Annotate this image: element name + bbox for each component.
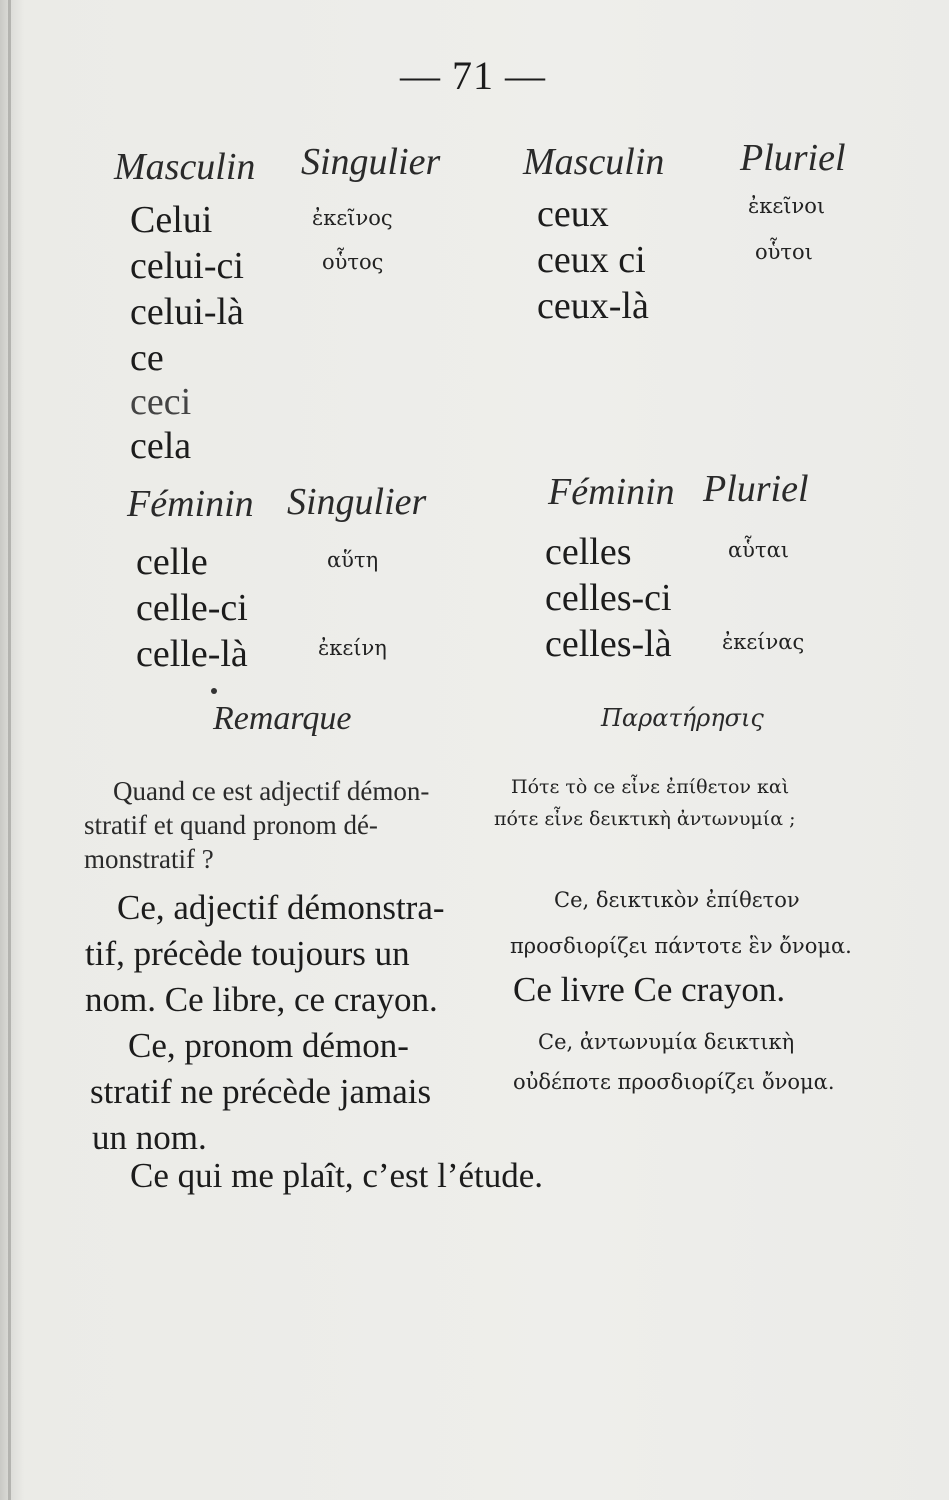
remark-body-fr: nom. Ce libre, ce crayon.	[85, 980, 438, 1019]
remark-body-gr: προσδιορίζει πάντοτε ἓν ὄνομα.	[510, 934, 852, 958]
fem-singular-greek: αὕτη	[327, 548, 379, 572]
fem-plural-word: celles-là	[545, 623, 672, 665]
remark-body-fr: Ce, pronom démon-	[128, 1026, 409, 1065]
fem-singular-word: celle-là	[136, 633, 248, 675]
remark-body-gr: Ce, δεικτικὸν ἐπίθετον	[554, 888, 800, 912]
masc-plural-header-right: Pluriel	[740, 137, 846, 179]
masc-singular-word: Celui	[130, 199, 213, 241]
fem-singular-header-left: Féminin	[127, 483, 254, 525]
remark-title-fr: Remarque	[213, 700, 352, 737]
masc-singular-greek: ἐκεῖνος	[312, 206, 393, 230]
fem-plural-word: celles	[545, 531, 632, 573]
remark-body-fr: Ce, adjectif démonstra-	[117, 888, 445, 927]
fem-singular-word: celle	[136, 541, 208, 583]
fem-plural-header-right: Pluriel	[703, 468, 809, 510]
fem-plural-header-left: Féminin	[548, 471, 675, 513]
closing-sentence: Ce qui me plaît, c’est l’étude.	[130, 1156, 544, 1195]
masc-singular-header-right: Singulier	[301, 141, 441, 183]
remark-question-gr: Πότε τὸ ce εἶνε ἐπίθετον καὶ	[511, 776, 790, 798]
fem-singular-header-right: Singulier	[287, 481, 427, 523]
remark-question-fr: stratif et quand pronom dé-	[84, 810, 378, 840]
fem-plural-greek: ἐκείνας	[722, 630, 805, 654]
book-spine-shadow	[8, 0, 11, 1500]
remark-body-fr: tif, précède toujours un	[85, 934, 410, 973]
remark-body-fr: un nom.	[92, 1118, 207, 1157]
remark-body-gr: οὐδέποτε προσδιορίζει ὄνομα.	[513, 1070, 835, 1094]
masc-plural-word: ceux-là	[537, 285, 649, 327]
remark-question-fr: monstratif ?	[84, 844, 214, 874]
fem-singular-word: celle-ci	[136, 587, 248, 629]
masc-singular-word: celui-ci	[130, 245, 244, 287]
fem-singular-greek: ἐκείνη	[318, 636, 387, 660]
remark-body-gr: Ce livre Ce crayon.	[513, 970, 786, 1009]
page-number: — 71 —	[400, 53, 546, 98]
remark-question-gr: πότε εἶνε δεικτικὴ ἀντωνυμία ;	[494, 808, 796, 830]
remark-question-fr: Quand ce est adjectif démon-	[113, 776, 430, 806]
masc-singular-word: cela	[130, 425, 192, 467]
masc-plural-word: ceux ci	[537, 239, 646, 281]
masc-plural-greek: ἐκεῖνοι	[748, 194, 826, 218]
ink-dot	[211, 688, 217, 694]
masc-plural-word: ceux	[537, 193, 609, 235]
remark-body-gr: Ce, ἀντωνυμία δεικτικὴ	[538, 1030, 795, 1054]
remark-body-fr: stratif ne précède jamais	[90, 1072, 432, 1111]
remark-title-gr: Παρατήρησις	[601, 704, 764, 732]
fem-plural-greek: αὗται	[728, 538, 789, 562]
masc-singular-word: celui-là	[130, 291, 244, 333]
masc-singular-header-left: Masculin	[114, 146, 256, 188]
masc-plural-greek: οὗτοι	[755, 240, 813, 264]
masc-singular-word: ceci	[130, 381, 192, 423]
masc-plural-header-left: Masculin	[523, 141, 665, 183]
fem-plural-word: celles-ci	[545, 577, 672, 619]
masc-singular-word: ce	[130, 337, 164, 379]
masc-singular-greek: οὗτος	[322, 250, 384, 274]
